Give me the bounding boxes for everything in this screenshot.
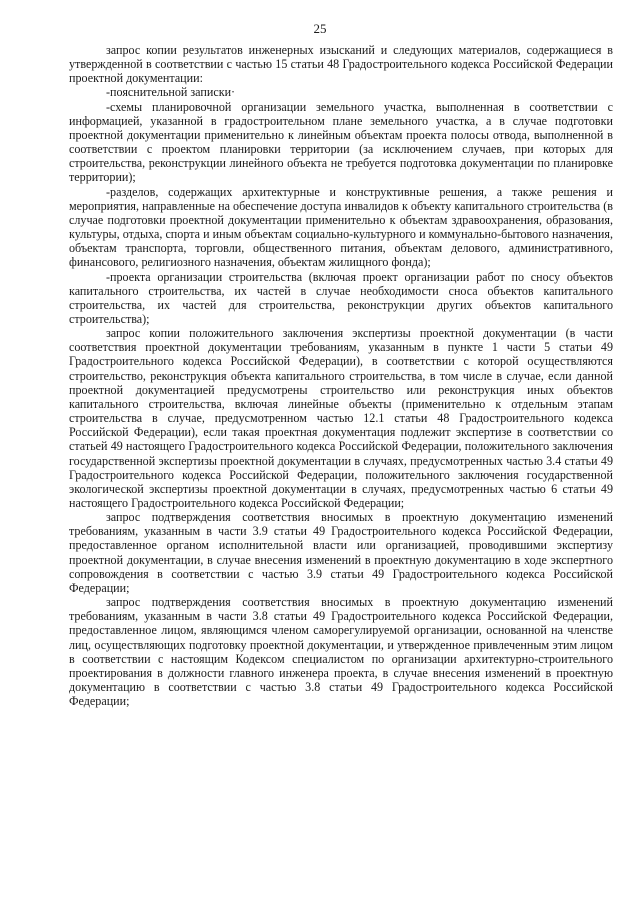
paragraph-request-confirmation-3-8: запрос подтверждения соответствия вносимых в проектную документацию изменений требованиям, указанным в части 3.8 статьи 49 Градостроительного кодекса Российской Федерации, предоставленное лицом, являющимся членом саморегулируемой организации, основанной на членстве лиц, осуществляющих подготовку проектной документации, и утвержденное привлеченным этим лицом в соответствии с настоящим Кодексом специалистом по организации архитектурно-строительного проектирования в должности главного инженера проекта, в случае внесения изменений в проектную документацию в соответствии с частью 3.8 статьи 49 Градостроительного кодекса Российской Федерации; [69,595,613,709]
list-item-explanatory-note: -пояснительной записки· [106,85,236,100]
paragraph-request-survey-results: запрос копии результатов инженерных изысканий и следующих материалов, содержащиеся в утвержденной в соответствии с частью 15 статьи 48 Градостроительного кодекса Российской Федерации проектной документации: [69,43,613,86]
paragraph-request-confirmation-3-9: запрос подтверждения соответствия вносимых в проектную документацию изменений требованиям, указанным в части 3.9 статьи 49 Градостроительного кодекса Российской Федерации, предоставленное органом исполнительной власти или организацией, проводившими экспертизу проектной документации, в случае внесения изменений в проектную документацию в ходе экспертного сопровождения в соответствии с частью 3.9 статьи 49 Градостроительного кодекса Российской Федерации; [69,510,613,595]
list-item-construction-organization: -проекта организации строительства (включая проект организации работ по сносу объектов капитального строительства, их частей в случае необходимости сноса объектов капитального строительства, их частей для строительства, реконструкции других объектов капитального строительства); [69,269,613,326]
document-body [69,43,613,708]
paragraph-request-expertise-conclusion: запрос копии положительного заключения экспертизы проектной документации (в части соответствия проектной документации требованиям, указанным в пункте 1 части 5 статьи 49 Градостроительного кодекса Российской Федерации), в соответствии с которой осуществляются строительство, реконструкция объекта капитального строительства, в том числе в случае, если данной проектной документацией предусмотрены строительство или реконструкция иных объектов капитального строительства, включая линейные объекты (применительно к отдельным этапам строительства в случае, предусмотренном частью 12.1 статьи 48 Градостроительного кодекса Российской Федерации), если такая проектная документация подлежит экспертизе в соответствии со статьей 49 настоящего Градостроительного кодекса Российской Федерации, положительного заключения государственной экспертизы проектной документации в случаях, предусмотренных частью 3.4 статьи 49 Градостроительного кодекса Российской Федерации, положительного заключения государственной экологической экспертизы проектной документации в случаях, предусмотренных частью 6 статьи 49 настоящего Градостроительного кодекса Российской Федерации; [69,326,613,510]
list-item-architectural-sections: -разделов, содержащих архитектурные и конструктивные решения, а также решения и мероприятия, направленные на обеспечение доступа инвалидов к объекту капитального строительства (в случае подготовки проектной документации применительно к объектам здравоохранения, образования, культуры, отдыха, спорта и иным объектам социально-культурного и коммунально-бытового назначения, объектам транспорта, торговли, общественного питания, объектам делового, административного, финансового, религиозного назначения, объектам жилищного фонда); [69,184,613,270]
list-item-site-plan-scheme: -схемы планировочной организации земельного участка, выполненная в соответствии с информацией, указанной в градостроительном плане земельного участка, а в случае подготовки проектной документации применительно к линейным объектам проекта полосы отвода, выполненной в соответствии с проектом планировки территории (за исключением случаев, при которых для строительства, реконструкции линейного объекта не требуется подготовка документации по планировке территории); [69,99,613,185]
page-number: 25 [313,21,327,36]
